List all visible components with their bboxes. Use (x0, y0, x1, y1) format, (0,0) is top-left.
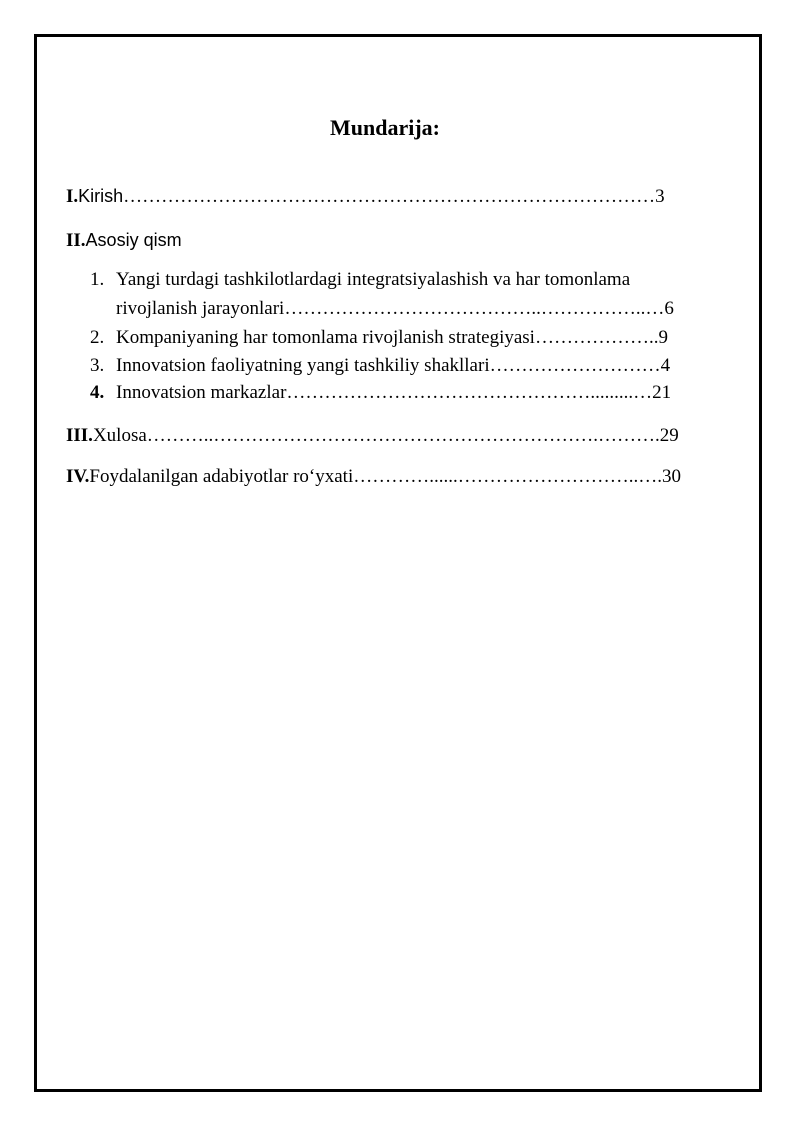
toc-numeral: IV. (66, 466, 90, 487)
list-number: 1. (90, 269, 105, 290)
toc-leader: ……………….. (534, 327, 659, 348)
toc-page-number: 21 (652, 382, 672, 403)
toc-sub-label: Innovatsion markazlar (116, 382, 287, 403)
toc-sub-label: Kompaniyaning har tomonlama rivojlanish strategiyasi (116, 327, 535, 348)
list-number: 3. (90, 355, 105, 376)
toc-numeral: I. (66, 186, 79, 207)
toc-sub-label: Yangi turdagi tashkilotlardagi integratsiyalashish va har tomonlama (116, 269, 631, 290)
toc-entry-adabiyotlar (66, 465, 681, 489)
toc-numeral: II. (66, 230, 86, 251)
toc-page-number: 3 (655, 186, 665, 207)
toc-leader: …………......………………………..… (353, 466, 658, 487)
toc-page-number: .30 (657, 466, 681, 487)
toc-page-number: 29 (659, 425, 679, 446)
toc-page-number: 9 (658, 327, 668, 348)
toc-subentry-1-continuation (116, 297, 674, 321)
toc-sub-label: Innovatsion faoliyatning yangi tashkiliy shakllari (116, 355, 490, 376)
toc-label: Foydalanilgan adabiyotlar ro‘yxati (89, 466, 354, 487)
toc-leader: ………………………………………….........… (286, 382, 653, 403)
toc-sub-label: rivojlanish jarayonlari (116, 298, 285, 319)
toc-leader: ………..…………………………………………………….………. (146, 425, 660, 446)
toc-label: Xulosa (92, 425, 147, 446)
toc-page-number: 6 (664, 298, 674, 319)
toc-entry-xulosa (66, 424, 679, 448)
toc-label: Kirish (78, 186, 124, 206)
toc-entry-kirish (66, 184, 665, 209)
list-number: 4. (90, 382, 105, 403)
toc-leader: ……………………… (489, 355, 661, 376)
toc-title: Mundarija: (330, 115, 440, 140)
toc-label: Asosiy qism (85, 230, 182, 250)
toc-numeral: III. (66, 425, 93, 446)
toc-page-number: 4 (660, 355, 671, 376)
list-number: 2. (90, 327, 105, 348)
toc-entry-asosiy (66, 228, 182, 253)
toc-leader: ………………………………………………………………………… (123, 186, 656, 207)
toc-leader: …………………………………..……………..… (284, 298, 665, 319)
